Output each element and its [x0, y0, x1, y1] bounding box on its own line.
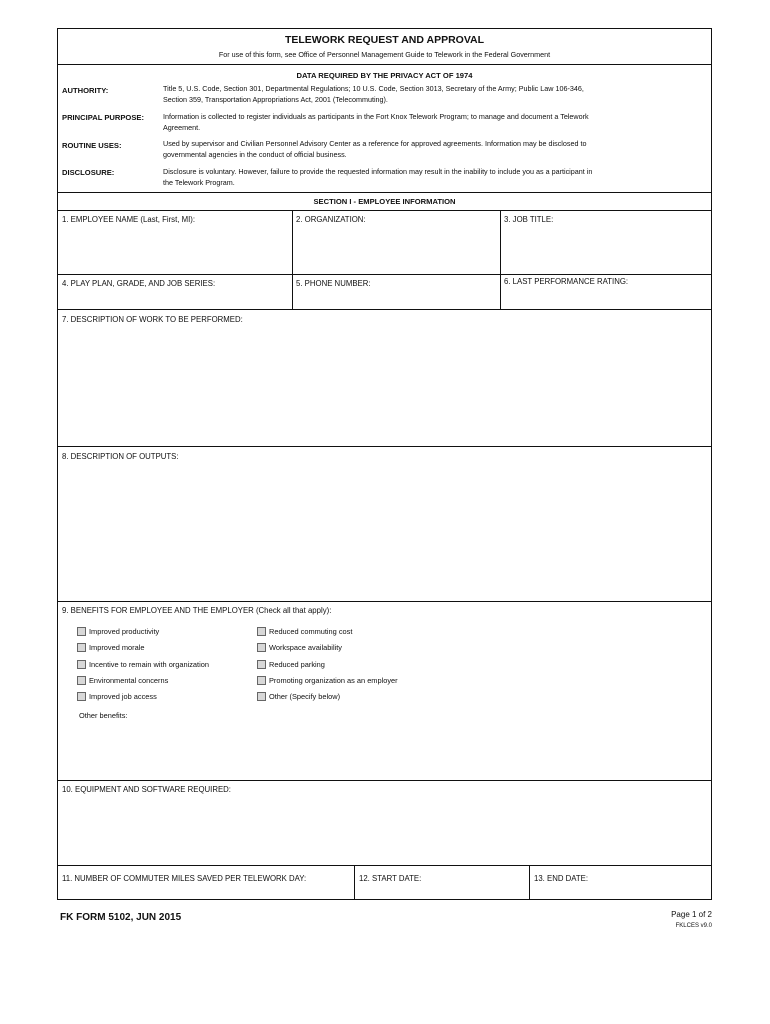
- divider: [529, 865, 530, 899]
- outputs-label: 8. DESCRIPTION OF OUTPUTS:: [62, 452, 179, 461]
- other-benefits-field[interactable]: [78, 723, 706, 777]
- divider: [58, 192, 711, 193]
- routine-text: Used by supervisor and Civilian Personnel Advisory Center as a reference for approved agreements. Information may be disclosed to governmental agencies in the conduct of official business.: [163, 139, 587, 159]
- equipment-field[interactable]: [60, 797, 708, 863]
- benefit-option[interactable]: Workspace availability: [257, 643, 342, 652]
- performance-rating-label: 6. LAST PERFORMANCE RATING:: [504, 277, 629, 286]
- checkbox[interactable]: [77, 643, 86, 652]
- checkbox[interactable]: [77, 676, 86, 685]
- form-subtitle: For use of this form, see Office of Personnel Management Guide to Telework in the Federal Government: [218, 50, 551, 59]
- form-number: FK FORM 5102, JUN 2015: [60, 912, 182, 923]
- checkbox[interactable]: [77, 627, 86, 636]
- disclosure-text: Disclosure is voluntary. However, failure to provide the requested information may result in the inability to include you as a participant in the Telework Program.: [163, 167, 593, 187]
- divider: [58, 309, 711, 310]
- checkbox[interactable]: [257, 660, 266, 669]
- routine-label: ROUTINE USES:: [62, 141, 122, 150]
- employee-name-field[interactable]: [60, 225, 290, 271]
- checkbox[interactable]: [257, 627, 266, 636]
- purpose-text: Information is collected to register individuals as participants in the Fort Knox Telework Program; to manage and document a Telework Agreement.: [163, 112, 589, 132]
- checkbox[interactable]: [77, 692, 86, 701]
- section-heading: SECTION I - EMPLOYEE INFORMATION: [313, 197, 456, 206]
- phone-number-field[interactable]: [294, 289, 499, 307]
- benefit-option[interactable]: Improved productivity: [77, 627, 159, 636]
- privacy-heading: DATA REQUIRED BY THE PRIVACY ACT OF 1974: [296, 71, 473, 80]
- divider: [58, 210, 711, 211]
- divider: [58, 601, 711, 602]
- benefits-label: 9. BENEFITS FOR EMPLOYEE AND THE EMPLOYER (Check all that apply):: [62, 606, 332, 615]
- authority-label: AUTHORITY:: [62, 86, 109, 95]
- disclosure-label: DISCLOSURE:: [62, 168, 115, 177]
- benefit-option[interactable]: Incentive to remain with organization: [77, 660, 209, 669]
- authority-text: Title 5, U.S. Code, Section 301, Departmental Regulations; 10 U.S. Code, Section 3013, Secretary of the Army; Public Law 106-346, Section 359, Transportation Appropriations Act, 2001 (Telecommuting).: [163, 84, 584, 104]
- divider: [58, 64, 711, 65]
- checkbox[interactable]: [257, 643, 266, 652]
- benefit-option[interactable]: Reduced parking: [257, 660, 325, 669]
- page-indicator: Page 1 of 2: [671, 910, 712, 919]
- benefit-option[interactable]: Improved morale: [77, 643, 144, 652]
- outputs-field[interactable]: [60, 464, 708, 599]
- benefit-option[interactable]: Promoting organization as an employer: [257, 676, 398, 685]
- start-date-field[interactable]: [356, 885, 527, 897]
- commuter-miles-label: 11. NUMBER OF COMMUTER MILES SAVED PER TELEWORK DAY:: [62, 874, 307, 883]
- divider: [58, 446, 711, 447]
- start-date-label: 12. START DATE:: [359, 874, 422, 883]
- benefit-option[interactable]: Other (Specify below): [257, 692, 340, 701]
- phone-number-label: 5. PHONE NUMBER:: [296, 279, 371, 288]
- pay-plan-label: 4. PLAY PLAN, GRADE, AND JOB SERIES:: [62, 279, 216, 288]
- benefit-option[interactable]: Reduced commuting cost: [257, 627, 352, 636]
- employee-name-label: 1. EMPLOYEE NAME (Last, First, MI):: [62, 215, 196, 224]
- version-label: FKLCES v9.0: [675, 923, 712, 929]
- telework-form: [57, 28, 712, 900]
- equipment-label: 10. EQUIPMENT AND SOFTWARE REQUIRED:: [62, 785, 231, 794]
- organization-label: 2. ORGANIZATION:: [296, 215, 366, 224]
- pay-plan-field[interactable]: [60, 289, 290, 307]
- job-title-field[interactable]: [502, 225, 707, 271]
- divider: [500, 210, 501, 309]
- work-description-label: 7. DESCRIPTION OF WORK TO BE PERFORMED:: [62, 315, 243, 324]
- divider: [58, 865, 711, 866]
- checkbox[interactable]: [257, 676, 266, 685]
- benefit-option[interactable]: Improved job access: [77, 692, 157, 701]
- divider: [58, 780, 711, 781]
- organization-field[interactable]: [294, 225, 499, 271]
- end-date-label: 13. END DATE:: [534, 874, 589, 883]
- divider: [58, 274, 711, 275]
- checkbox[interactable]: [257, 692, 266, 701]
- performance-rating-field[interactable]: [502, 287, 707, 307]
- checkbox[interactable]: [77, 660, 86, 669]
- other-benefits-label: Other benefits:: [79, 711, 128, 720]
- divider: [292, 210, 293, 309]
- end-date-field[interactable]: [531, 885, 708, 897]
- job-title-label: 3. JOB TITLE:: [504, 215, 554, 224]
- benefit-option[interactable]: Environmental concerns: [77, 676, 168, 685]
- form-title: TELEWORK REQUEST AND APPROVAL: [284, 34, 485, 46]
- commuter-miles-field[interactable]: [60, 885, 352, 897]
- work-description-field[interactable]: [60, 327, 708, 443]
- purpose-label: PRINCIPAL PURPOSE:: [62, 113, 144, 122]
- divider: [354, 865, 355, 899]
